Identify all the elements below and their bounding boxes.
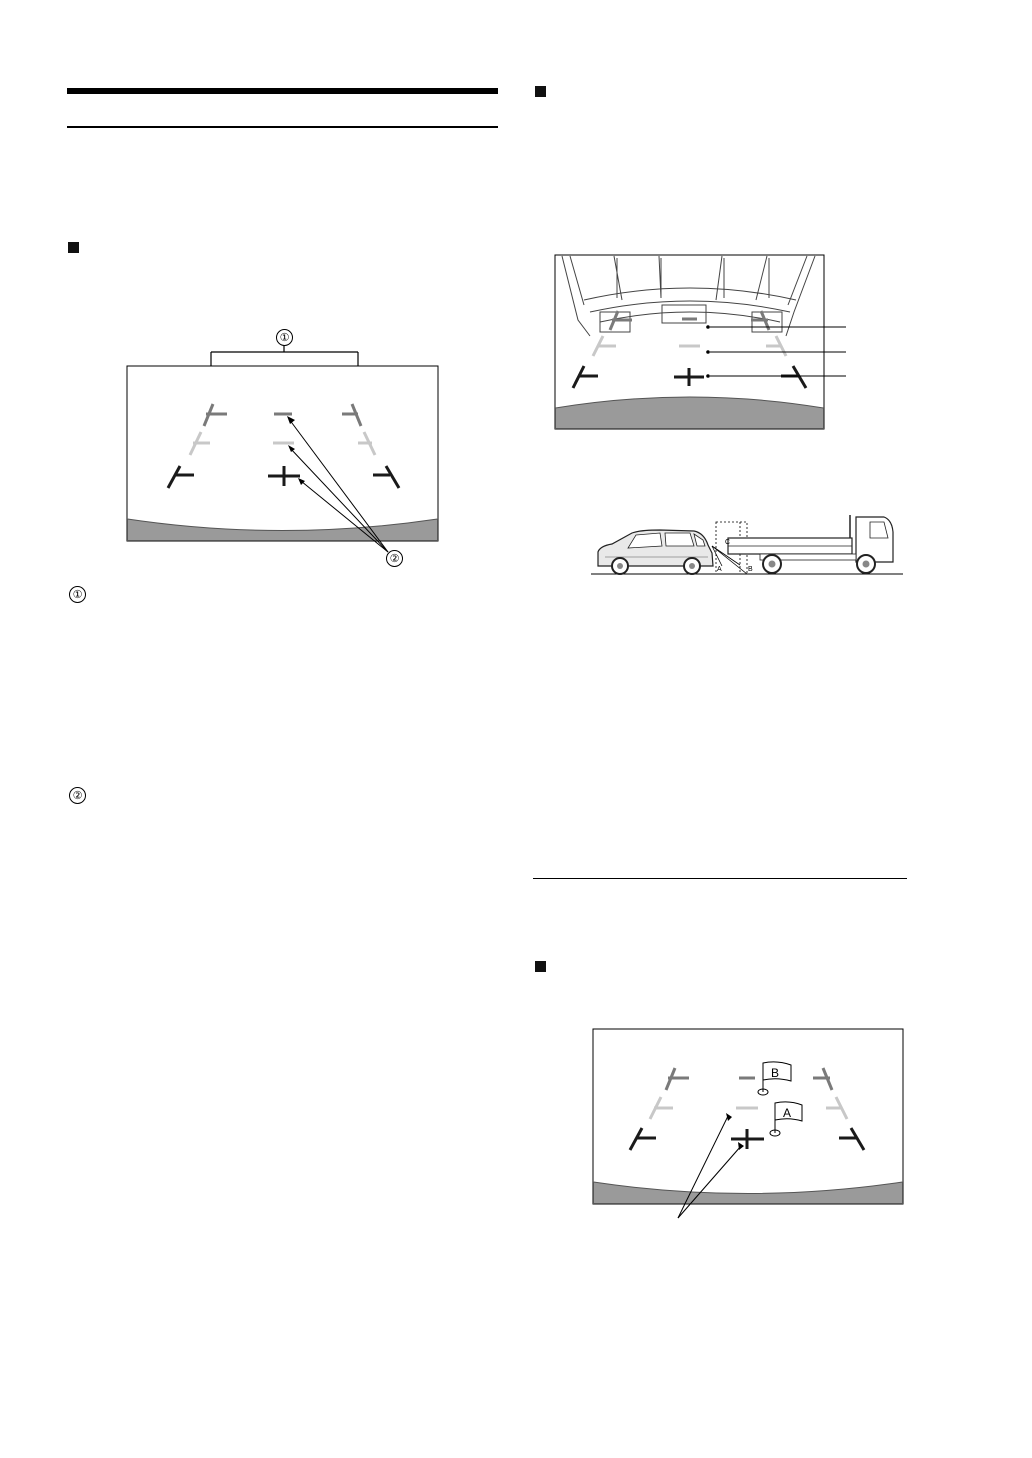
flag-diagram-frame bbox=[593, 1029, 903, 1204]
truck-letter-a: A bbox=[717, 566, 722, 573]
truck-letter-c: C bbox=[725, 539, 731, 546]
callout-label-one: ① bbox=[276, 329, 293, 346]
truck-letter-b: B bbox=[748, 566, 753, 573]
flag-a-label: A bbox=[783, 1106, 792, 1120]
callout-label-two: ② bbox=[386, 550, 403, 567]
flag-b-label: B bbox=[771, 1066, 780, 1080]
list-marker-two: ② bbox=[69, 787, 86, 804]
list-marker-one: ① bbox=[69, 586, 86, 603]
